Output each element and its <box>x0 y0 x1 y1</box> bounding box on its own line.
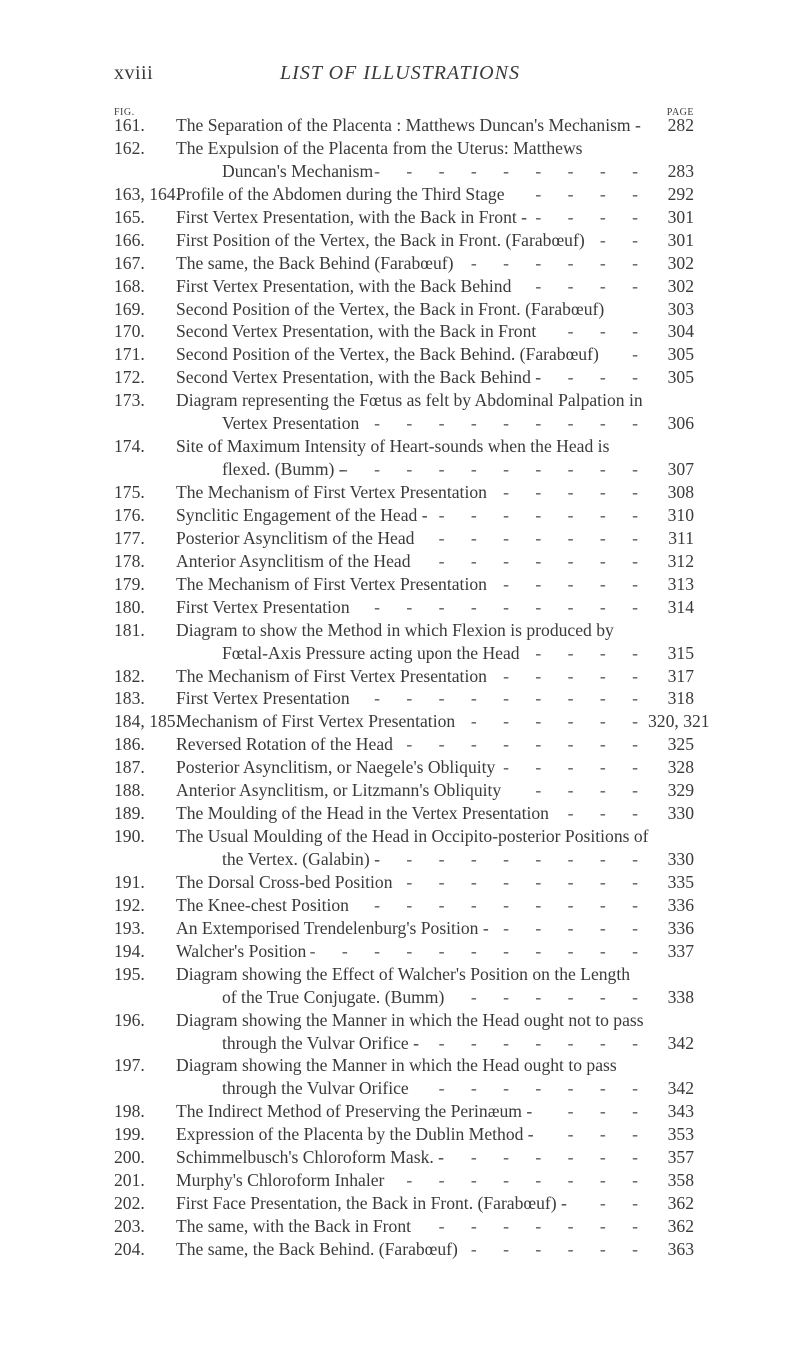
dot-leader: - - - - - - - - - <box>374 894 638 915</box>
list-item <box>0 320 800 343</box>
entry-line <box>0 458 800 481</box>
dot-leader: - - - - <box>535 642 638 663</box>
list-item <box>0 481 800 504</box>
figure-number: 189. <box>114 803 145 824</box>
dot-leader: - - - - - - - - - <box>374 596 638 617</box>
entry-title: The Usual Moulding of the Head in Occipito-posterior Positions of <box>176 826 649 847</box>
dot-leader: - - - - - - - <box>438 1078 638 1099</box>
dot-leader: - - - - - - - - <box>406 734 638 755</box>
page-reference: 336 <box>667 917 694 938</box>
dot-leader: - - - - - - <box>470 252 638 273</box>
list-item <box>0 871 800 894</box>
entry-line <box>0 1009 800 1032</box>
figure-number: 196. <box>114 1009 145 1030</box>
figure-number: 163, 164. <box>114 183 180 204</box>
entry-line <box>0 642 800 665</box>
entry-title: The Dorsal Cross-bed Position <box>176 871 393 892</box>
page-reference: 330 <box>667 849 694 869</box>
dot-leader: - - - - - - - - - - - <box>309 940 638 961</box>
entry-line <box>0 1238 800 1261</box>
page-reference: 305 <box>667 344 694 365</box>
list-item <box>0 1054 800 1100</box>
dot-leader: - - - - - <box>503 665 638 686</box>
page-reference: 308 <box>667 482 694 502</box>
dot-leader: - - - - - - - <box>438 1032 638 1053</box>
list-item <box>0 1009 800 1055</box>
figure-number: 202. <box>114 1193 145 1214</box>
entry-line <box>0 137 800 160</box>
page-title: LIST OF ILLUSTRATIONS <box>280 62 520 84</box>
figure-number: 197. <box>114 1055 145 1076</box>
dot-leader: - - - - - - - - <box>406 871 638 892</box>
entry-line <box>0 871 800 894</box>
page-reference: 357 <box>667 1147 694 1168</box>
figure-number: 204. <box>114 1238 145 1259</box>
entry-title: The Indirect Method of Preserving the Perinæum - <box>176 1101 533 1122</box>
figure-number: 177. <box>114 527 145 548</box>
entry-title: The Separation of the Placenta : Matthews Duncan's Mechanism - <box>176 115 641 135</box>
page-reference: 311 <box>668 527 694 548</box>
page-reference: 318 <box>667 688 694 709</box>
entry-title: First Position of the Vertex, the Back in Front. (Farabœuf) <box>176 229 585 250</box>
dot-leader: - - - <box>567 321 638 342</box>
page-reference: 303 <box>667 298 694 319</box>
dot-leader: - - - - - - - - - - <box>341 459 638 480</box>
entry-line <box>0 366 800 389</box>
figure-number: 167. <box>114 252 145 273</box>
entry-line <box>0 504 800 527</box>
page-reference: 292 <box>667 183 694 204</box>
figure-number: 168. <box>114 275 145 296</box>
entry-line <box>0 550 800 573</box>
entry-line <box>0 435 800 458</box>
figure-number: 187. <box>114 757 145 778</box>
entry-title: through the Vulvar Orifice <box>222 1078 409 1099</box>
page-reference: 362 <box>667 1216 694 1236</box>
figure-number: 191. <box>114 871 145 892</box>
entry-line <box>0 1123 800 1146</box>
entry-title: Schimmelbusch's Chloroform Mask. - <box>176 1147 445 1168</box>
figure-number: 171. <box>114 344 145 365</box>
page-reference: 306 <box>667 413 694 434</box>
page-reference: 336 <box>667 894 694 915</box>
figure-number: 166. <box>114 229 145 250</box>
entry-title: Posterior Asynclitism of the Head <box>176 527 415 548</box>
entry-title: The Mechanism of First Vertex Presentation <box>176 665 487 686</box>
entry-title: An Extemporised Trendelenburg's Position - <box>176 917 489 938</box>
page-reference: 343 <box>667 1101 694 1122</box>
entry-title: the Vertex. (Galabin) - <box>222 849 380 869</box>
list-item <box>0 183 800 206</box>
dot-leader: - <box>632 344 638 365</box>
figure-number: 184, 185. <box>114 711 180 732</box>
entry-line <box>0 206 800 229</box>
entry-line <box>0 481 800 504</box>
entry-title: Duncan's Mechanism <box>222 160 374 181</box>
list-item <box>0 1192 800 1215</box>
figure-number: 174. <box>114 436 145 457</box>
entry-title: The Expulsion of the Placenta from the Uterus: Matthews <box>176 137 583 158</box>
figure-number: 182. <box>114 665 145 686</box>
dot-leader: - - - - - - <box>470 986 638 1007</box>
figure-number: 173. <box>114 390 145 411</box>
entry-title: First Vertex Presentation <box>176 596 350 617</box>
page-reference: 342 <box>667 1078 694 1099</box>
dot-leader: - - - - - - - - - <box>374 688 638 709</box>
list-item <box>0 1238 800 1261</box>
dot-leader: - - - <box>567 367 638 388</box>
entry-line <box>0 229 800 252</box>
list-item <box>0 894 800 917</box>
dot-leader: - - - - - - - - - <box>374 413 638 434</box>
list-item <box>0 504 800 527</box>
entry-title: Second Vertex Presentation, with the Back Behind - <box>176 367 542 388</box>
entry-title: First Face Presentation, the Back in Front. (Farabœuf) - <box>176 1193 567 1214</box>
entry-line <box>0 733 800 756</box>
entry-line <box>0 275 800 298</box>
list-item <box>0 619 800 665</box>
list-item <box>0 1123 800 1146</box>
entry-line <box>0 710 800 733</box>
figure-number: 194. <box>114 940 145 961</box>
entry-line <box>0 848 800 871</box>
entry-title: Walcher's Position <box>176 940 307 961</box>
entry-title: Posterior Asynclitism, or Naegele's Obliquity <box>176 757 496 778</box>
entry-title: Diagram showing the Manner in which the Head ought to pass <box>176 1055 617 1076</box>
page-number: xviii <box>114 62 154 84</box>
dot-leader: - - - - <box>535 206 638 227</box>
entry-line <box>0 183 800 206</box>
entry-line <box>0 963 800 986</box>
entry-title: Anterior Asynclitism, or Litzmann's Obliquity <box>176 780 502 801</box>
entry-title: Reversed Rotation of the Head <box>176 734 393 755</box>
entry-line <box>0 252 800 275</box>
entry-line <box>0 619 800 642</box>
entry-line <box>0 1169 800 1192</box>
page-reference: 282 <box>667 115 694 135</box>
dot-leader: - - - - - - <box>470 1147 638 1168</box>
entry-title: Expression of the Placenta by the Dublin Method - <box>176 1124 534 1145</box>
page-reference: 304 <box>667 321 694 342</box>
page-reference: 358 <box>667 1170 694 1191</box>
entry-title: of the True Conjugate. (Bumm) <box>222 986 445 1007</box>
list-item <box>0 733 800 756</box>
figure-number: 200. <box>114 1147 145 1168</box>
figure-number: 201. <box>114 1170 145 1191</box>
entry-line <box>0 687 800 710</box>
list-item <box>0 710 800 733</box>
entry-title: flexed. (Bumm) - <box>222 459 345 480</box>
figure-number: 162. <box>114 137 145 158</box>
figure-number: 179. <box>114 573 145 594</box>
entry-line <box>0 1032 800 1055</box>
list-item <box>0 917 800 940</box>
dot-leader: - - - - - <box>503 573 638 594</box>
running-head <box>0 62 800 92</box>
dot-leader: - - - - - - - - <box>406 1170 638 1191</box>
entry-line <box>0 1054 800 1077</box>
figure-number: 176. <box>114 504 145 525</box>
entry-title: Vertex Presentation <box>222 413 360 434</box>
entry-title: Mechanism of First Vertex Presentation <box>176 711 456 732</box>
dot-leader: - - - - - - - <box>438 1216 638 1236</box>
page-column-heading: PAGE <box>666 107 694 118</box>
figure-number: 172. <box>114 367 145 388</box>
page-reference: 312 <box>667 550 694 571</box>
entry-line <box>0 389 800 412</box>
figure-number: 192. <box>114 894 145 915</box>
illustration-list <box>0 114 800 1261</box>
entry-line <box>0 665 800 688</box>
entry-title: The Knee-chest Position <box>176 894 349 915</box>
page-reference: 314 <box>667 596 694 617</box>
dot-leader: - - - - - - - <box>438 550 638 571</box>
entry-line <box>0 1215 800 1238</box>
entry-line <box>0 756 800 779</box>
entry-title: Site of Maximum Intensity of Heart-sounds when the Head is <box>176 436 610 457</box>
dot-leader: - - <box>599 1193 638 1214</box>
page-reference: 283 <box>667 160 694 181</box>
figure-number: 175. <box>114 482 145 502</box>
entry-title: Diagram showing the Manner in which the Head ought not to pass <box>176 1009 644 1030</box>
figure-number: 183. <box>114 688 145 709</box>
figure-number: 169. <box>114 298 145 319</box>
entry-line <box>0 802 800 825</box>
page-reference: 305 <box>667 367 694 388</box>
list-item <box>0 366 800 389</box>
dot-leader: - - - - - <box>503 757 638 778</box>
entry-title: Synclitic Engagement of the Head - <box>176 504 428 525</box>
entry-line <box>0 160 800 183</box>
entry-line <box>0 596 800 619</box>
figure-number: 170. <box>114 321 145 342</box>
figure-number: 161. <box>114 115 145 135</box>
figure-number: 181. <box>114 619 145 640</box>
entry-line <box>0 779 800 802</box>
list-item <box>0 252 800 275</box>
page-reference: 363 <box>667 1238 694 1259</box>
list-item <box>0 114 800 137</box>
dot-leader: - - - - - - <box>470 711 638 732</box>
list-item <box>0 756 800 779</box>
dot-leader: - - - - <box>535 275 638 296</box>
figure-number: 178. <box>114 550 145 571</box>
entry-title: Profile of the Abdomen during the Third Stage <box>176 183 505 204</box>
page-reference: 315 <box>667 642 694 663</box>
page-reference: 342 <box>667 1032 694 1053</box>
page-reference: 362 <box>667 1193 694 1214</box>
list-item <box>0 275 800 298</box>
page-reference: 353 <box>667 1124 694 1145</box>
entry-line <box>0 825 800 848</box>
page-reference: 310 <box>667 504 694 525</box>
list-item <box>0 596 800 619</box>
page-reference: 317 <box>667 665 694 686</box>
list-item <box>0 206 800 229</box>
dot-leader: - - - - - - - <box>438 504 638 525</box>
entry-title: Anterior Asynclitism of the Head <box>176 550 411 571</box>
entry-line <box>0 527 800 550</box>
page-reference: 302 <box>667 275 694 296</box>
figure-number: 186. <box>114 734 145 755</box>
entry-line <box>0 1077 800 1100</box>
page-reference: 302 <box>667 252 694 273</box>
list-item <box>0 665 800 688</box>
list-item <box>0 527 800 550</box>
dot-leader: - - - - - - - - - <box>374 160 638 181</box>
entry-line <box>0 573 800 596</box>
page-reference: 301 <box>667 229 694 250</box>
dot-leader: - - - <box>567 803 638 824</box>
entry-line <box>0 917 800 940</box>
page-reference: 325 <box>667 734 694 755</box>
entry-title: Murphy's Chloroform Inhaler <box>176 1170 385 1191</box>
entry-title: The Mechanism of First Vertex Presentation <box>176 573 487 594</box>
list-item <box>0 435 800 481</box>
entry-title: Second Position of the Vertex, the Back Behind. (Farabœuf) <box>176 344 599 365</box>
list-item <box>0 1169 800 1192</box>
entry-title: The Mechanism of First Vertex Presentation <box>176 482 487 502</box>
page-reference: 330 <box>667 803 694 824</box>
entry-title: The Moulding of the Head in the Vertex Presentation <box>176 803 549 824</box>
dot-leader: - - - - - - - <box>438 527 638 548</box>
entry-title: The same, the Back Behind (Farabœuf) <box>176 252 454 273</box>
figure-column-heading: FIG. <box>114 107 135 118</box>
figure-number: 165. <box>114 206 145 227</box>
list-item <box>0 687 800 710</box>
page-reference: 301 <box>667 206 694 227</box>
entry-title: The same, with the Back in Front <box>176 1216 412 1236</box>
entry-line <box>0 940 800 963</box>
page-reference: 329 <box>667 780 694 801</box>
list-item <box>0 1100 800 1123</box>
page-reference: 320, 321 <box>648 711 710 732</box>
entry-line <box>0 343 800 366</box>
dot-leader: - - - - - - - - <box>406 849 638 869</box>
entry-title: First Vertex Presentation, with the Back in Front - <box>176 206 528 227</box>
entry-title: First Vertex Presentation <box>176 688 350 709</box>
entry-line <box>0 114 800 137</box>
entry-title: The same, the Back Behind. (Farabœuf) <box>176 1238 458 1259</box>
entry-title: Diagram showing the Effect of Walcher's Position on the Length <box>176 963 631 984</box>
entry-line <box>0 1100 800 1123</box>
page-reference: 328 <box>667 757 694 778</box>
list-item <box>0 802 800 825</box>
figure-number: 195. <box>114 963 145 984</box>
entry-title: Second Vertex Presentation, with the Back in Front <box>176 321 537 342</box>
figure-number: 203. <box>114 1216 145 1236</box>
list-item <box>0 137 800 183</box>
entry-line <box>0 1146 800 1169</box>
dot-leader: - - - <box>567 1124 638 1145</box>
figure-number: 188. <box>114 780 145 801</box>
entry-title: Second Position of the Vertex, the Back in Front. (Farabœuf) <box>176 298 605 319</box>
entry-title: Diagram representing the Fœtus as felt by Abdominal Palpation in <box>176 390 643 411</box>
page-reference: 307 <box>667 459 694 480</box>
entry-title: First Vertex Presentation, with the Back Behind <box>176 275 512 296</box>
page-reference: 338 <box>667 986 694 1007</box>
entry-line <box>0 412 800 435</box>
list-item <box>0 963 800 1009</box>
list-item <box>0 1146 800 1169</box>
dot-leader: - - - - - - <box>470 1238 638 1259</box>
figure-number: 190. <box>114 826 145 847</box>
figure-number: 199. <box>114 1124 145 1145</box>
list-item <box>0 1215 800 1238</box>
list-item <box>0 229 800 252</box>
entry-line <box>0 894 800 917</box>
dot-leader: - - - - - <box>503 917 638 938</box>
list-item <box>0 343 800 366</box>
entry-line <box>0 298 800 321</box>
figure-number: 193. <box>114 917 145 938</box>
figure-number: 198. <box>114 1101 145 1122</box>
page-reference: 337 <box>667 940 694 961</box>
figure-number: 180. <box>114 596 145 617</box>
list-item <box>0 298 800 321</box>
list-item <box>0 779 800 802</box>
entry-title: Diagram to show the Method in which Flexion is produced by <box>176 619 614 640</box>
entry-title: Fœtal-Axis Pressure acting upon the Head <box>222 642 520 663</box>
list-item <box>0 389 800 435</box>
list-item <box>0 825 800 871</box>
page-reference: 335 <box>667 871 694 892</box>
entry-line <box>0 986 800 1009</box>
list-item <box>0 550 800 573</box>
entry-title: through the Vulvar Orifice - <box>222 1032 419 1053</box>
page-reference: 313 <box>667 573 694 594</box>
list-item <box>0 940 800 963</box>
dot-leader: - - - - <box>535 780 638 801</box>
entry-line <box>0 320 800 343</box>
dot-leader: - - - - <box>535 183 638 204</box>
list-item <box>0 573 800 596</box>
dot-leader: - - <box>599 229 638 250</box>
dot-leader: - - - <box>567 1101 638 1122</box>
entry-line <box>0 1192 800 1215</box>
dot-leader: - - - - - <box>503 482 638 502</box>
